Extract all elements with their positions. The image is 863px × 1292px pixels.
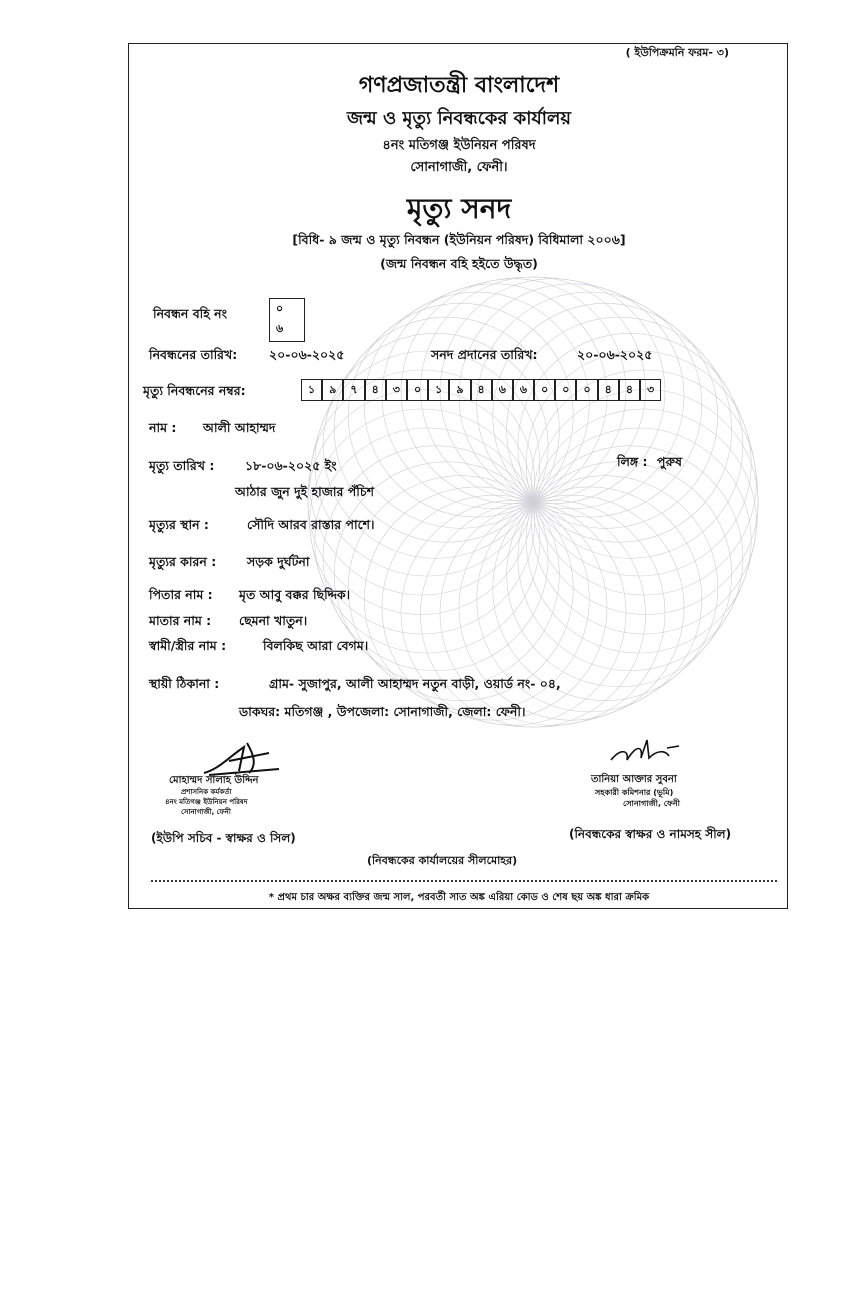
death-date-value: ১৮-০৬-২০২৫ ইং bbox=[245, 458, 337, 473]
registration-digit-cell: ৪ bbox=[619, 379, 640, 401]
union-name: ৪নং মতিগঞ্জ ইউনিয়ন পরিষদ bbox=[382, 138, 536, 153]
registration-digit-cell: ৭ bbox=[343, 379, 364, 401]
office-seal-caption: (নিবন্ধকের কার্যালয়ের সীলমোহর) bbox=[367, 854, 518, 867]
death-date-label: মৃত্যু তারিখ : bbox=[149, 458, 215, 473]
registration-digit-cell: ৪ bbox=[365, 379, 386, 401]
address-label: স্থায়ী ঠিকানা : bbox=[149, 676, 220, 691]
extract-note: (জন্ম নিবন্ধন বহি হইতে উদ্ধৃত) bbox=[380, 256, 538, 271]
registration-digit-cell: ১ bbox=[301, 379, 322, 401]
address-line2: ডাকঘর: মতিগঞ্জ , উপজেলা: সোনাগাজী, জেলা: ফেনী। bbox=[239, 704, 526, 719]
certificate-title: মৃত্যু সনদ bbox=[406, 192, 512, 225]
book-number-line2: ৬ bbox=[276, 322, 284, 335]
book-number-line1: ০ bbox=[276, 302, 284, 315]
father-name-value: মৃত আবু বক্কর ছিদ্দিক। bbox=[239, 587, 351, 602]
book-number-label: নিবন্ধন বহি নং bbox=[153, 306, 227, 321]
registration-date-value: ২০-০৬-২০২৫ bbox=[269, 347, 345, 362]
registration-digit-cell: ০ bbox=[555, 379, 576, 401]
office-location: সোনাগাজী, ফেনী। bbox=[410, 160, 508, 175]
spouse-name-label: স্বামী/স্ত্রীর নাম : bbox=[149, 638, 227, 653]
registration-digit-cell: ৬ bbox=[513, 379, 534, 401]
secretary-office: ৪নং মতিগঞ্জ ইউনিয়ন পরিষদ bbox=[165, 798, 248, 806]
registration-number-cells bbox=[301, 379, 661, 401]
mother-name-value: ছেমনা খাতুন। bbox=[239, 613, 308, 628]
registrar-place: সোনাগাজী, ফেনী bbox=[623, 799, 680, 808]
registration-digit-cell: ০ bbox=[407, 379, 428, 401]
footer-note: * প্রথম চার অক্ষর ব্যক্তির জন্ম সাল, পরবর্তী সাত অঙ্ক এরিয়া কোড ও শেষ ছয় অঙ্ক ধারা ক্রমিক bbox=[268, 892, 650, 903]
secretary-caption: (ইউপি সচিব - স্বাক্ষর ও সিল) bbox=[151, 831, 296, 845]
secretary-signature bbox=[199, 739, 289, 779]
death-cause-value: সড়ক দুর্ঘটনা bbox=[247, 554, 310, 569]
registration-digit-cell: ৬ bbox=[492, 379, 513, 401]
registration-date-label: নিবন্ধনের তারিখ: bbox=[149, 347, 238, 362]
office-title: জন্ম ও মৃত্যু নিবন্ধকের কার্যালয় bbox=[346, 108, 572, 129]
registration-digit-cell: ৯ bbox=[449, 379, 470, 401]
registrar-signature bbox=[607, 734, 697, 768]
gender-value: পুরুষ bbox=[657, 454, 682, 469]
secretary-name: মোহাম্মদ সালাহ উদ্দিন bbox=[169, 775, 259, 786]
registration-digit-cell: ৩ bbox=[640, 379, 661, 401]
death-date-words: আঠার জুন দুই হাজার পঁচিশ bbox=[235, 484, 374, 499]
registration-digit-cell: ৪ bbox=[471, 379, 492, 401]
secretary-title: প্রশাসনিক কর্মকর্তা bbox=[181, 788, 232, 796]
registration-digit-cell: ৯ bbox=[322, 379, 343, 401]
registration-digit-cell: ০ bbox=[576, 379, 597, 401]
registration-digit-cell: ৩ bbox=[386, 379, 407, 401]
address-line1: গ্রাম- সুজাপুর, আলী আহাম্মদ নতুন বাড়ী, ওয়ার্ড নং- ০৪, bbox=[269, 676, 561, 691]
name-value: আলী আহাম্মদ bbox=[203, 420, 276, 435]
rule-reference: [বিধি- ৯ জন্ম ও মৃত্যু নিবন্ধন (ইউনিয়ন পরিষদ) বিধিমালা ২০০৬] bbox=[292, 232, 626, 247]
country-title: গণপ্রজাতন্ত্রী বাংলাদেশ bbox=[358, 73, 560, 98]
name-label: নাম : bbox=[149, 420, 177, 435]
death-cause-label: মৃত্যুর কারন : bbox=[149, 554, 217, 569]
registration-number-label: মৃত্যু নিবন্ধনের নম্বর: bbox=[143, 383, 246, 398]
registrar-title: সহকারী কমিশনার (ভূমি) bbox=[595, 788, 674, 797]
mother-name-label: মাতার নাম : bbox=[149, 613, 212, 628]
secretary-place: সোনাগাজী, ফেনী bbox=[181, 808, 231, 816]
registrar-name: তানিয়া আক্তার সুবনা bbox=[591, 774, 677, 785]
footer-divider bbox=[151, 880, 777, 882]
registration-digit-cell: ০ bbox=[534, 379, 555, 401]
father-name-label: পিতার নাম : bbox=[149, 587, 213, 602]
death-place-label: মৃত্যুর স্থান : bbox=[149, 517, 209, 532]
death-place-value: সৌদি আরব রাস্তার পাশে। bbox=[247, 517, 375, 532]
issue-date-value: ২০-০৬-২০২৫ bbox=[577, 347, 653, 362]
gender-label: লিঙ্গ : bbox=[617, 454, 648, 469]
registration-digit-cell: ৪ bbox=[598, 379, 619, 401]
issue-date-label: সনদ প্রদানের তারিখ: bbox=[431, 347, 538, 362]
death-certificate bbox=[128, 43, 788, 909]
form-number: ( ইউপিক্রমনি ফরম- ৩) bbox=[625, 46, 729, 59]
book-number-box bbox=[269, 298, 305, 342]
registrar-caption: (নিবন্ধকের স্বাক্ষর ও নামসহ সীল) bbox=[569, 827, 732, 841]
registration-digit-cell: ১ bbox=[428, 379, 449, 401]
spouse-name-value: বিলকিছ আরা বেগম। bbox=[263, 638, 369, 653]
